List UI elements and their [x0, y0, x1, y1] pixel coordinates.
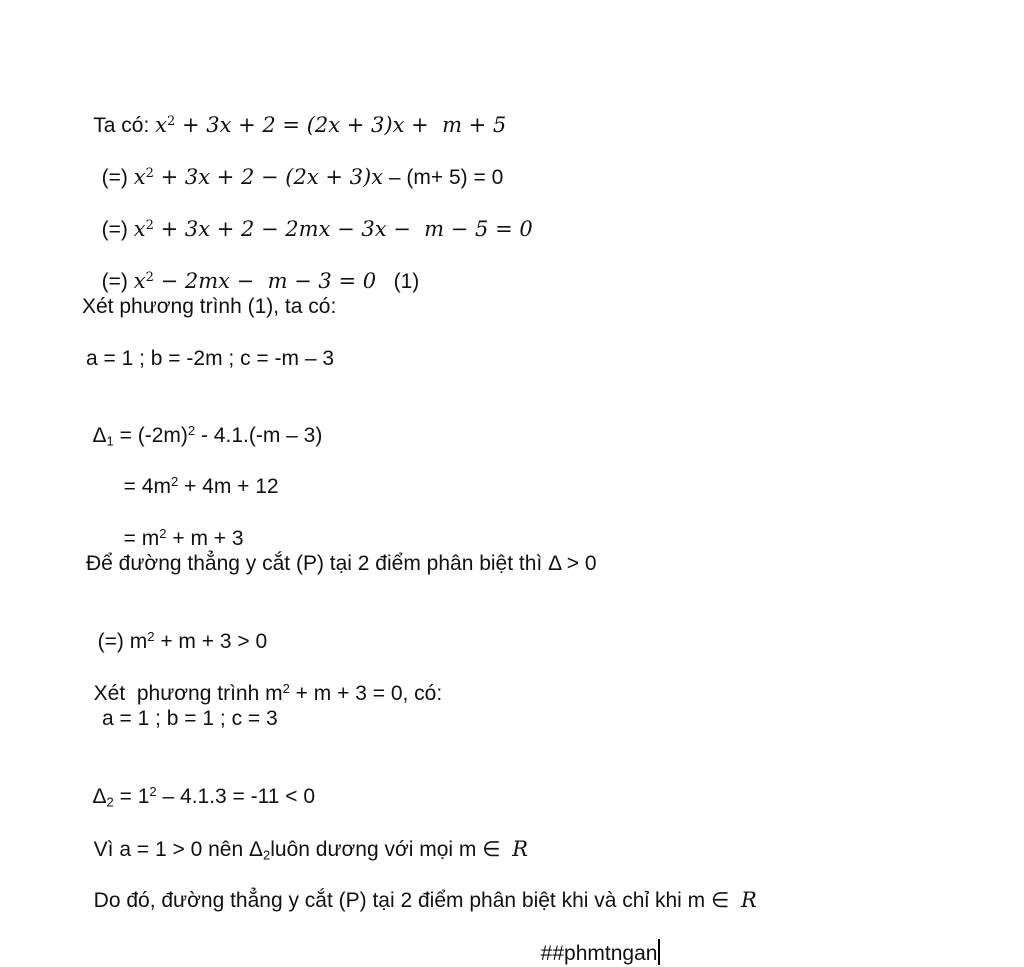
exponent: 2 — [145, 217, 154, 233]
line-prefix: (=) — [101, 166, 134, 189]
delta-step-1 — [112, 448, 279, 500]
step-a: = m — [123, 527, 160, 550]
step-b: + m + 3 — [166, 527, 244, 550]
line-prefix: (=) — [101, 218, 134, 241]
delta-expr-a: = (-2m) — [113, 424, 188, 447]
ineq-a: (=) m — [97, 630, 148, 653]
equation-text: + 3x + 2 = (2x + 3)x + m + 5 — [175, 113, 507, 137]
exponent: 2 — [187, 422, 196, 438]
exponent: 2 — [159, 525, 167, 541]
equation-label: (1) — [376, 270, 420, 293]
text-line-5: Xét phương trình (1), ta có: — [82, 295, 337, 318]
consider-b: + m + 3 = 0, có: — [289, 682, 443, 705]
equation-text: + 3x + 2 − (2x + 3)x — [153, 165, 384, 189]
exponent: 2 — [167, 113, 176, 129]
exponent: 2 — [145, 165, 154, 181]
since-b: luôn dương với mọi m ∈ — [270, 838, 513, 861]
variable-x: x — [133, 165, 146, 189]
delta-1-line — [82, 397, 322, 449]
signature-text: ##phmtngan — [540, 942, 658, 965]
since-a: Vì a = 1 > 0 nên Δ — [93, 838, 263, 861]
subscript: 2 — [106, 794, 114, 810]
equation-tail: – (m+ 5) = 0 — [383, 166, 504, 189]
delta-2-b: – 4.1.3 = -11 < 0 — [156, 785, 316, 808]
delta-expr-b: - 4.1.(-m – 3) — [195, 424, 323, 447]
conclusion-text: Do đó, đường thẳng y cắt (P) tại 2 điểm phân biệt khi và chỉ khi m ∈ — [93, 889, 741, 912]
equation-text: − 2mx − m − 3 = 0 — [153, 269, 377, 293]
exponent: 2 — [282, 680, 290, 696]
variable-x: x — [155, 113, 168, 137]
delta-symbol: Δ — [92, 785, 107, 808]
equation-line-3 — [90, 190, 533, 243]
real-set: R — [512, 837, 529, 861]
line-prefix: Ta có: — [93, 114, 156, 137]
step-a: = 4m — [123, 475, 171, 498]
ineq-b: + m + 3 > 0 — [154, 630, 268, 653]
coefficients-line-1: a = 1 ; b = -2m ; c = -m – 3 — [86, 347, 335, 370]
delta-2-a: = 1 — [113, 785, 150, 808]
exponent: 2 — [147, 628, 155, 644]
delta-step-2 — [112, 500, 244, 552]
exponent: 2 — [170, 473, 179, 489]
subscript: 1 — [106, 433, 114, 449]
consider-a: Xét phương trình m — [93, 682, 283, 705]
consider-equation-line — [82, 655, 442, 707]
equation-line-1 — [82, 86, 506, 139]
subscript: 2 — [262, 847, 271, 863]
real-set: R — [740, 888, 757, 912]
exponent: 2 — [145, 269, 154, 285]
text-cursor — [658, 939, 660, 965]
equation-line-4 — [90, 242, 419, 295]
coefficients-line-2: a = 1 ; b = 1 ; c = 3 — [102, 707, 278, 730]
since-line — [82, 810, 528, 863]
equation-line-2 — [90, 138, 503, 191]
variable-x: x — [133, 269, 146, 293]
equation-text: + 3x + 2 − 2mx − 3x − m − 5 = 0 — [153, 217, 533, 241]
variable-x: x — [133, 217, 146, 241]
conclusion-line — [82, 861, 757, 914]
line-prefix: (=) — [101, 270, 134, 293]
condition-line: Để đường thẳng y cắt (P) tại 2 điểm phân biệt thì Δ > 0 — [86, 552, 597, 575]
author-signature — [529, 913, 660, 967]
step-b: + 4m + 12 — [178, 475, 279, 498]
inequality-line — [86, 603, 267, 655]
delta-symbol: Δ — [92, 424, 107, 447]
delta-2-line — [82, 758, 315, 810]
exponent: 2 — [149, 783, 157, 799]
